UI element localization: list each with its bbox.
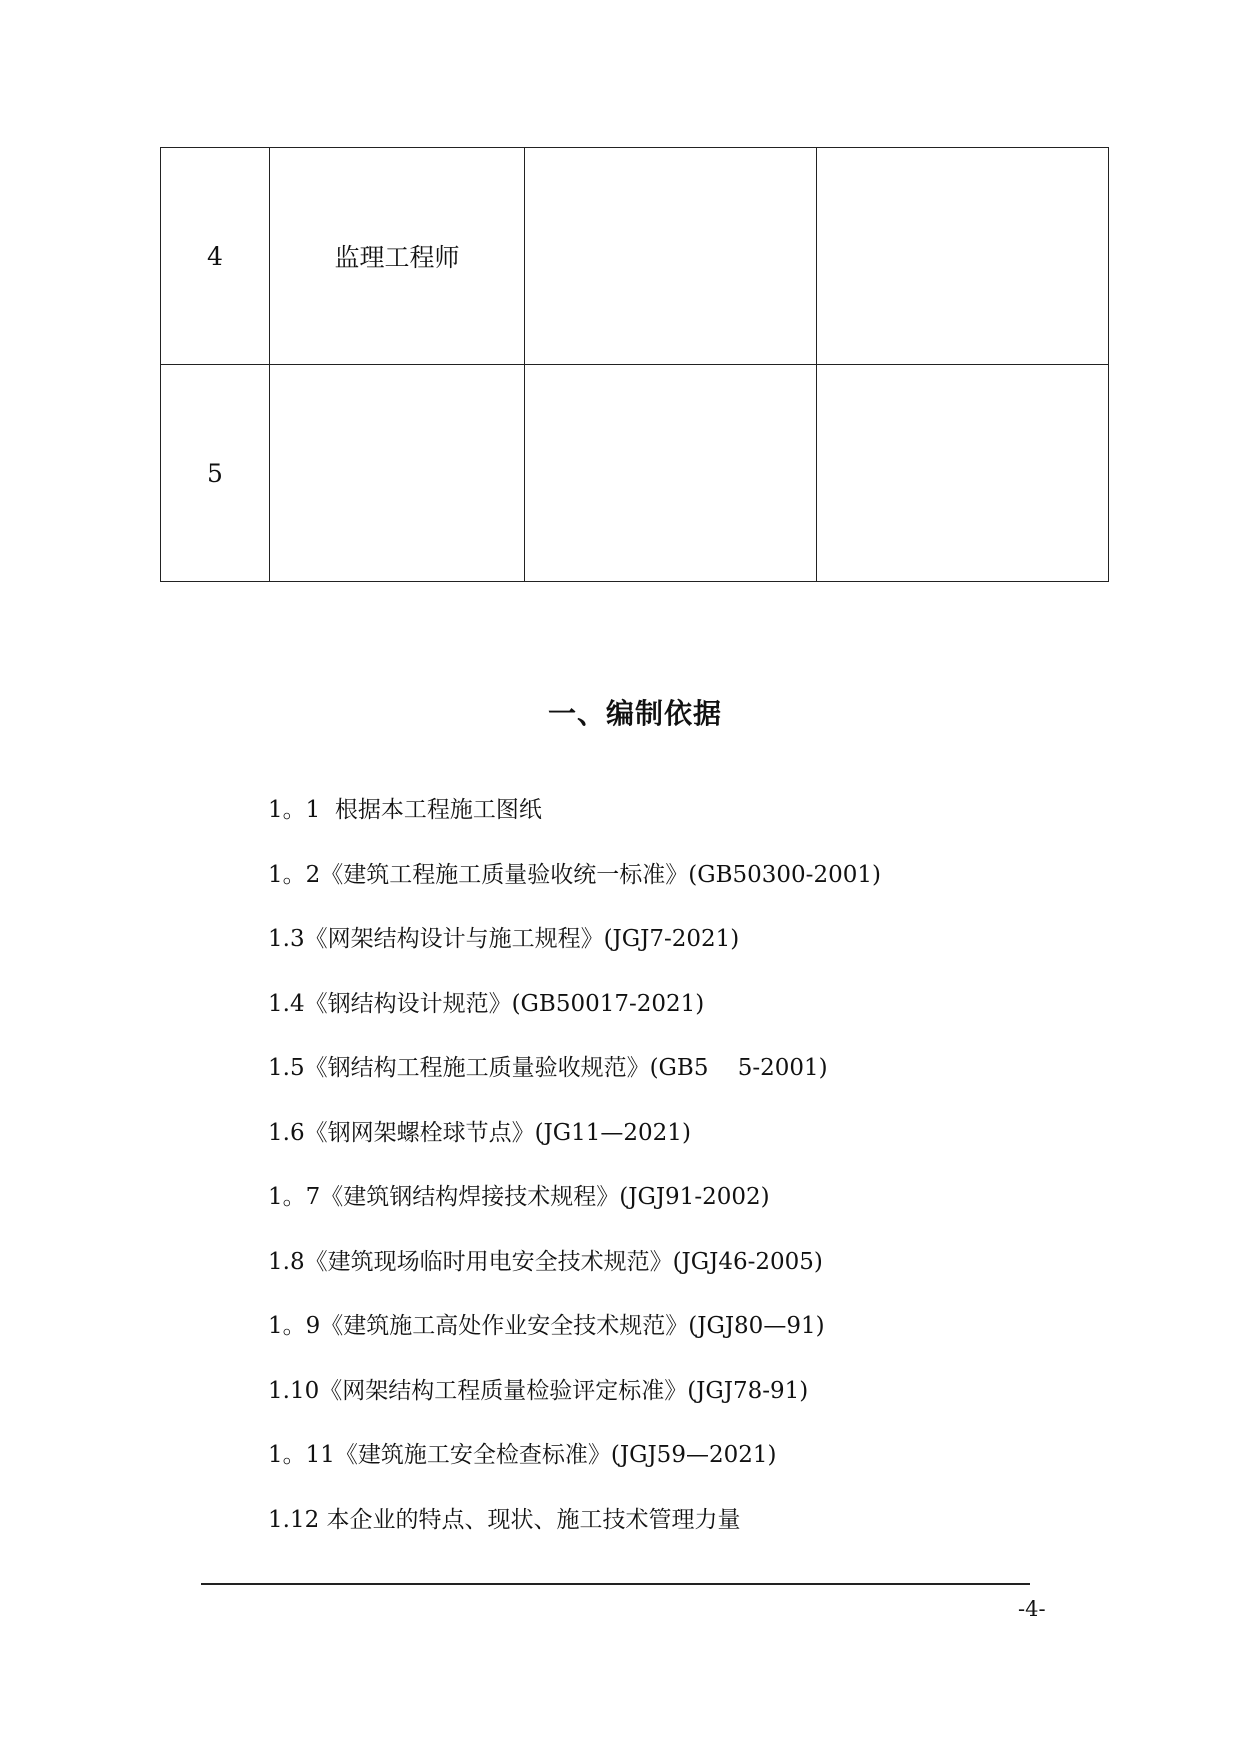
row-number-cell: 5 — [161, 365, 270, 582]
basis-item: 1。2《建筑工程施工质量验收统一标准》(GB50300-2001) — [268, 861, 881, 888]
section-title: 一、编制依据 — [547, 697, 722, 730]
blank-cell — [525, 365, 817, 582]
role-cell: 监理工程师 — [270, 148, 525, 365]
basis-item: 1.10《网架结构工程质量检验评定标准》(JGJ78-91) — [268, 1377, 809, 1404]
basis-item: 1.5《钢结构工程施工质量验收规范》(GB5 5-2001) — [268, 1055, 828, 1081]
blank-cell — [817, 148, 1109, 365]
table-row — [161, 365, 1109, 582]
footer-divider — [201, 1583, 1030, 1585]
basis-item: 1.3《网架结构设计与施工规程》(JGJ7-2021) — [268, 926, 740, 952]
blank-cell — [525, 148, 817, 365]
basis-item: 1。7《建筑钢结构焊接技术规程》(JGJ91-2002) — [268, 1184, 770, 1210]
signature-table — [160, 147, 1109, 582]
basis-item: 1.6《钢网架螺栓球节点》(JG11—2021) — [268, 1119, 691, 1146]
blank-cell — [817, 365, 1109, 582]
row-number-cell: 4 — [161, 148, 270, 365]
basis-list — [268, 790, 881, 1564]
basis-item: 1.12 本企业的特点、现状、施工技术管理力量 — [268, 1506, 741, 1533]
basis-item: 1。9《建筑施工高处作业安全技术规范》(JGJ80—91) — [268, 1313, 825, 1339]
role-cell — [270, 365, 525, 582]
basis-item: 1.4《钢结构设计规范》(GB50017-2021) — [268, 990, 705, 1017]
table-row — [161, 148, 1109, 365]
basis-item: 1。11《建筑施工安全检查标准》(JGJ59—2021) — [268, 1442, 777, 1468]
basis-item: 1.8《建筑现场临时用电安全技术规范》(JGJ46-2005) — [268, 1248, 823, 1275]
page-number: -4- — [1018, 1597, 1046, 1621]
basis-item: 1。1 根据本工程施工图纸 — [268, 797, 542, 823]
